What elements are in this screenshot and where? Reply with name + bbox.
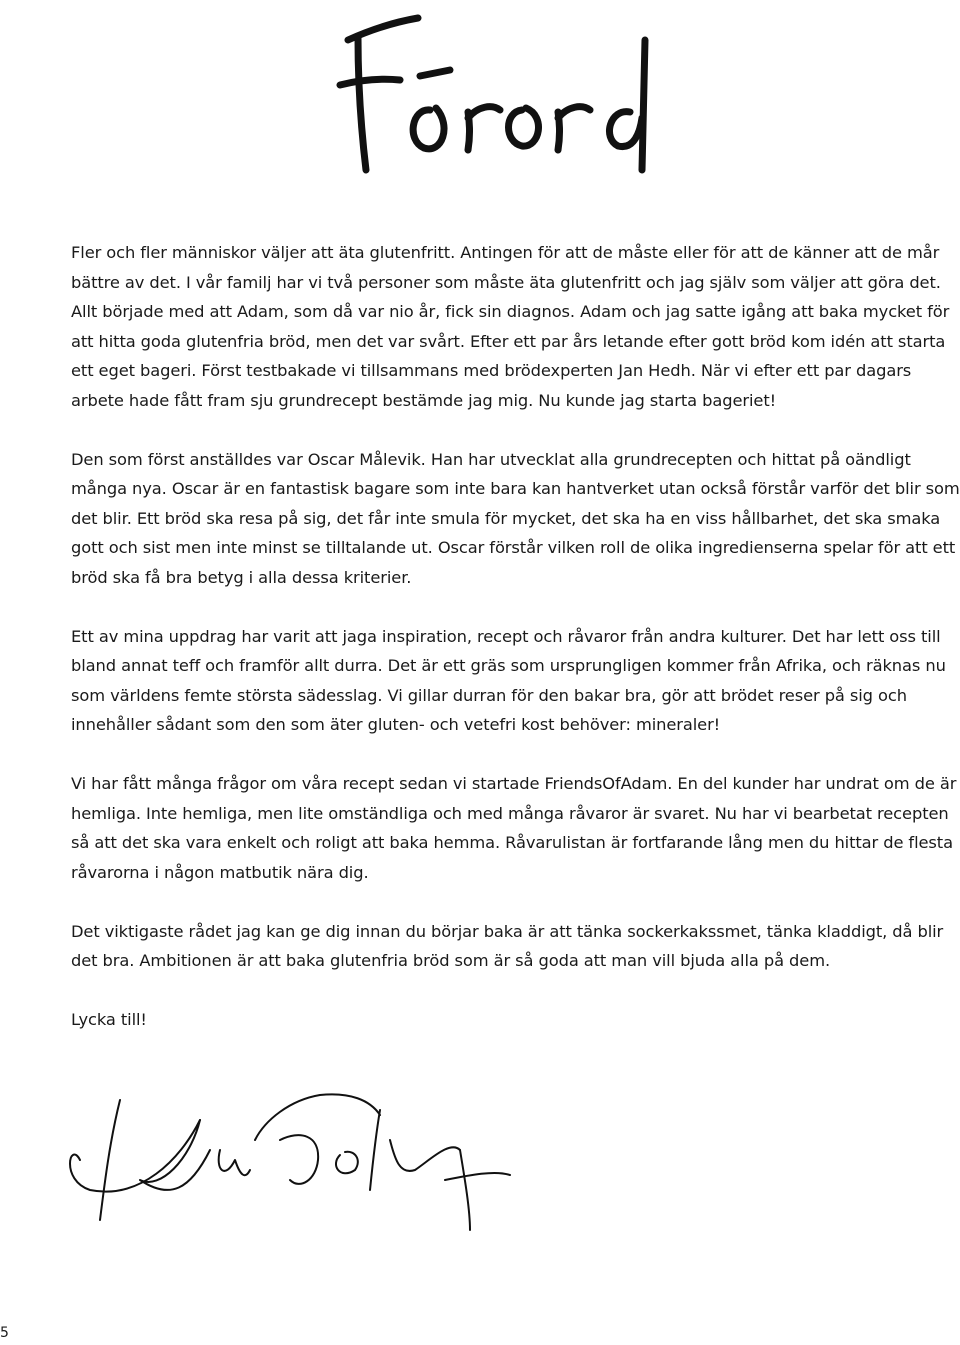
page-number: 5 (0, 1325, 9, 1341)
handwritten-title-icon (300, 0, 680, 180)
paragraph: Ett av mina uppdrag har varit att jaga inspiration, recept och råvaror från andra kulturer. Det har lett oss till bland annat teff och framför allt durra. Det är ett gräs som ursprungligen kommer från Afrika, och räknas nu som världens femte största sädesslag. Vi gillar durran för den bakar bra, gör att brödet reser på sig och innehåller sådant som den som äter gluten- och vetefri kost behöver: mineraler! (71, 626, 946, 734)
foreword-body (71, 238, 960, 1035)
closing-line: Lycka till! (71, 1010, 147, 1029)
paragraph: Den som först anställdes var Oscar Målevik. Han har utvecklat alla grundrecepten och hittat på oändligt många nya. Oscar är en fantastisk bagare som inte bara kan hantverket utan också förstår varför det blir som det blir. Ett bröd ska resa på sig, det får inte smula för mycket, det ska ha en viss hållbarhet, det ska smaka gott och sist men inte minst se tilltalande ut. Oscar förstår vilken roll de olika ingredienserna spelar för att ett bröd ska få bra betyg i alla dessa kriterier. (71, 449, 960, 587)
paragraph: Det viktigaste rådet jag kan ge dig innan du börjar baka är att tänka sockerkakssmet, tänka kladdigt, då blir det bra. Ambitionen är att baka glutenfria bröd som är så goda att man vill bjuda alla på dem. (71, 921, 944, 970)
signature (50, 1080, 530, 1245)
page-title (300, 0, 680, 180)
paragraph: Fler och fler människor väljer att äta glutenfritt. Antingen för att de måste eller för att de känner att de mår bättre av det. I vår familj har vi två personer som måste äta glutenfritt och jag själv som väljer att göra det. Allt började med att Adam, som då var nio år, fick sin diagnos. Adam och jag satte igång att baka mycket för att hitta goda glutenfria bröd, men det var svårt. Efter ett par års letande efter gott bröd kom idén att starta ett eget bageri. Först testbakade vi tillsammans med brödexperten Jan Hedh. När vi efter ett par dagars arbete hade fått fram sju grundrecept bestämde jag mig. Nu kunde jag starta bageriet! (71, 243, 950, 410)
signature-icon (50, 1080, 530, 1245)
paragraph: Vi har fått många frågor om våra recept sedan vi startade FriendsOfAdam. En del kunder har undrat om de är hemliga. Inte hemliga, men lite omständliga och med många råvaror är svaret. Nu har vi bearbetat recepten så att det ska vara enkelt och roligt att baka hemma. Råvarulistan är fortfarande lång men du hittar de flesta råvarorna i någon matbutik nära dig. (71, 774, 957, 882)
